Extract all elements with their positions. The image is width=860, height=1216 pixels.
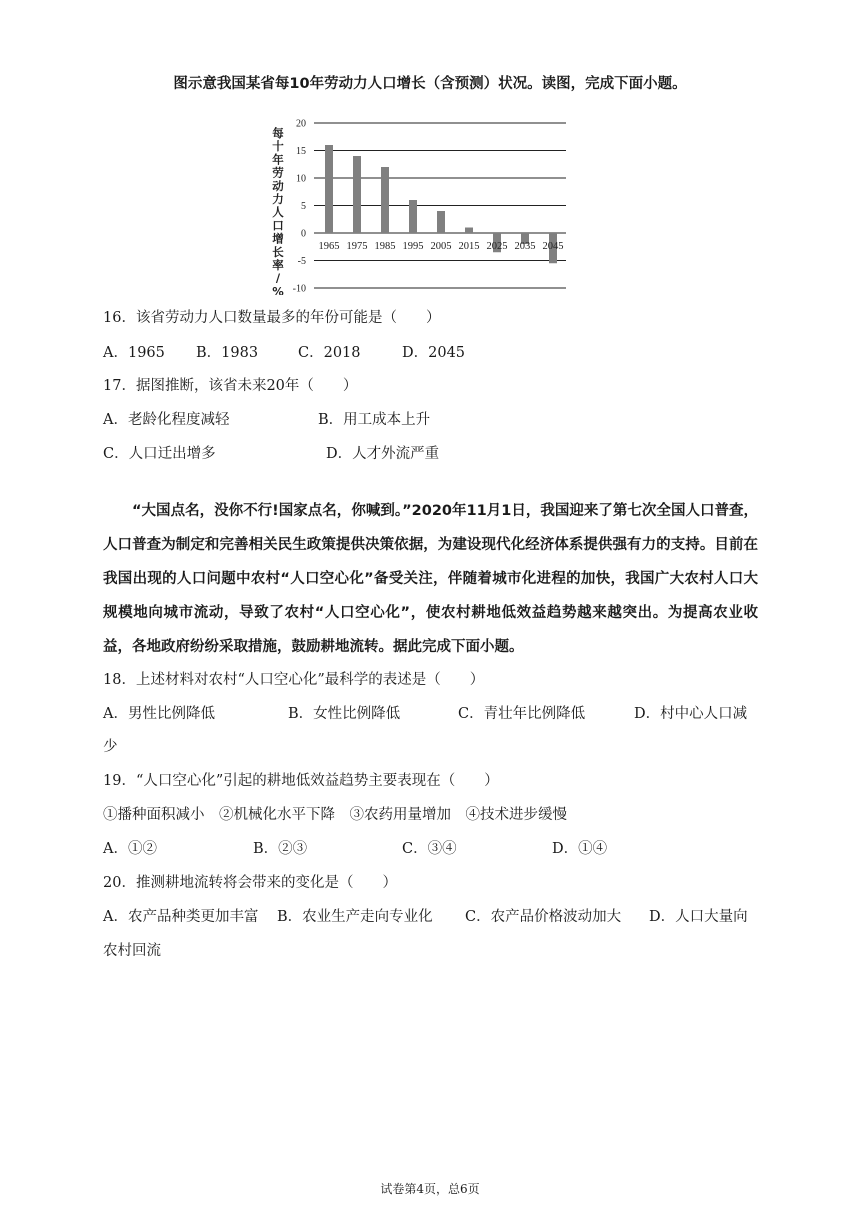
bar [437, 211, 445, 233]
y-tick-label: 0 [301, 228, 306, 240]
q18-option-b: B．女性比例降低 [288, 706, 401, 722]
x-tick-label: 2025 [486, 241, 508, 252]
y-axis-label-char: % [272, 284, 284, 295]
y-tick-label: 20 [296, 118, 306, 130]
bar [381, 167, 389, 233]
x-tick-label: 2035 [514, 241, 536, 252]
q16-option-d: D．2045 [402, 345, 466, 361]
q17-option-a: A．老龄化程度减轻 [103, 412, 230, 428]
q19-option-a: A．①② [103, 841, 157, 857]
y-tick-label: 5 [301, 201, 306, 212]
bar [409, 200, 417, 233]
y-tick-label: -5 [297, 256, 306, 267]
x-tick-label: 1965 [318, 241, 340, 252]
y-axis-label-char: 年 [272, 152, 284, 167]
y-tick-label: 15 [296, 146, 306, 157]
q20-option-d: D．人口大量向 [649, 909, 748, 925]
q16-option-c: C．2018 [298, 345, 361, 361]
bar-chart [266, 110, 576, 295]
q20-stem: 20．推测耕地流转将会带来的变化是（ ） [103, 875, 397, 891]
passage: “大国点名，没你不行!国家点名，你喊到。”2020年11月1日，我国迎来了第七次全国人口普查，人口普查为制定和完善相关民生政策提供决策依据，为建设现代化经济体系提供强有力的支持。目前在我国出现的人口问题中农村“人口空心化”备受关注，伴随着城市化进程的加快，我国广大农村人口大规模地向城市流动，导致了农村“人口空心化”，使农村耕地低效益趋势越来越突出。为提高农业收益，各地政府纷纷采取措施，鼓励耕地流转。据此完成下面小题。 [103, 503, 758, 655]
q19-stem: 19．“人口空心化”引起的耕地低效益趋势主要表现在（ ） [103, 773, 499, 789]
q20-option-d-continued: 农村回流 [103, 943, 161, 959]
y-axis-label-char: 率 [272, 258, 284, 272]
q19-option-c: C．③④ [402, 841, 457, 857]
q18-option-d: D．村中心人口减 [634, 706, 748, 722]
x-tick-label: 1995 [402, 241, 424, 252]
q20-option-c: C．农产品价格波动加大 [465, 909, 622, 925]
q17-option-c: C．人口迁出增多 [103, 446, 216, 462]
q17-option-d: D．人才外流严重 [326, 446, 440, 462]
q18-stem: 18．上述材料对农村“人口空心化”最科学的表述是（ ） [103, 672, 485, 688]
y-tick-label: 10 [296, 173, 306, 185]
q16-stem: 16．该省劳动力人口数量最多的年份可能是（ ） [103, 310, 441, 326]
y-axis-label-char: / [275, 271, 281, 286]
q19-option-b: B．②③ [253, 841, 308, 857]
page-footer: 试卷第4页，总6页 [380, 1182, 480, 1196]
y-axis-label-char: 口 [272, 218, 284, 233]
y-axis-label-char: 增 [272, 231, 284, 246]
x-tick-label: 2005 [430, 241, 452, 252]
q18-option-a: A．男性比例降低 [103, 706, 215, 722]
y-tick-label: -10 [292, 283, 306, 295]
q16-option-a: A．1965 [103, 345, 165, 361]
y-axis-label-char: 力 [272, 192, 284, 206]
q19-option-d: D．①④ [552, 841, 608, 857]
x-tick-label: 2015 [458, 241, 480, 252]
y-axis-label-char: 人 [272, 205, 284, 220]
intro-title: 图示意我国某省每10年劳动力人口增长（含预测）状况。读图，完成下面小题。 [173, 76, 687, 92]
bar [465, 228, 473, 234]
y-axis-label-char: 长 [272, 244, 284, 259]
y-axis-label-char: 每 [272, 126, 284, 140]
q17-option-b: B．用工成本上升 [318, 412, 431, 428]
q20-option-b: B．农业生产走向专业化 [277, 909, 433, 925]
bar [325, 145, 333, 233]
y-axis-label-char: 十 [272, 139, 284, 154]
q19-items: ①播种面积减小 ②机械化水平下降 ③农药用量增加 ④技术进步缓慢 [103, 807, 567, 823]
y-axis-label-char: 劳 [272, 165, 284, 180]
x-tick-label: 1975 [346, 241, 368, 252]
bar [353, 156, 361, 233]
x-tick-label: 2045 [542, 241, 564, 252]
q17-stem: 17．据图推断，该省未来20年（ ） [103, 378, 358, 394]
q18-option-c: C．青壮年比例降低 [458, 706, 586, 722]
q16-option-b: B．1983 [196, 345, 259, 361]
q18-option-d-continued: 少 [103, 739, 118, 755]
y-axis-label-char: 动 [272, 178, 284, 193]
x-tick-label: 1985 [374, 241, 396, 252]
q20-option-a: A．农产品种类更加丰富 [103, 909, 259, 925]
